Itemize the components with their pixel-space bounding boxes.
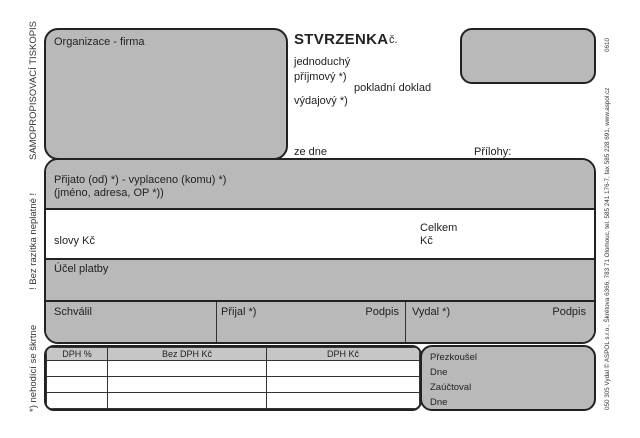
organization-box[interactable]	[44, 28, 288, 160]
vat-cell[interactable]	[47, 393, 108, 409]
type-expense: výdajový *)	[294, 95, 348, 107]
vat-rate-header: DPH %	[47, 348, 108, 361]
type-cash-document: pokladní doklad	[354, 82, 432, 94]
posted-date-label: Dne	[430, 397, 448, 408]
posted-by-label: Zaúčtoval	[430, 382, 472, 393]
type-simple: jednoduchý	[294, 56, 351, 68]
receipt-number-label: č.	[389, 34, 398, 46]
vat-cell[interactable]	[47, 361, 108, 377]
side-text-middle: ! Bez razítka neplatné !	[28, 192, 39, 290]
amount-words-label: slovy Kč	[54, 235, 95, 247]
purpose-section[interactable]	[46, 260, 594, 302]
signature-section	[46, 302, 594, 344]
issued-cell[interactable]	[406, 302, 594, 344]
vat-row	[47, 361, 420, 377]
receipt-number-box[interactable]	[460, 28, 596, 84]
publisher-imprint: 050 305 Vydal © ASPOL s.r.o., Škrétova 6366, 783 71 Olomouc, tel. 585 241 176-7, fax 585 228 691, www.aspol.cz	[604, 87, 611, 410]
purpose-label: Účel platby	[54, 263, 109, 275]
side-text-top: SAMOPROPISOVACÍ TISKOPIS	[28, 20, 39, 160]
side-text-bottom: *) nehodící se škrtne	[28, 324, 39, 412]
date-label: ze dne	[294, 146, 328, 158]
review-box[interactable]	[420, 345, 596, 411]
checked-by-label: Přezkoušel	[430, 352, 477, 363]
vat-cell[interactable]	[267, 377, 420, 393]
type-income: příjmový *)	[294, 71, 347, 83]
vat-cell[interactable]	[108, 393, 267, 409]
approved-cell[interactable]	[46, 302, 217, 344]
vat-table	[46, 347, 420, 409]
attachments-label: Přílohy:	[474, 146, 512, 158]
checked-date-label: Dne	[430, 367, 448, 378]
total-currency: Kč	[420, 235, 433, 247]
main-form	[44, 158, 596, 344]
receipt-title: STVRZENKA	[294, 31, 389, 48]
issued-label: Vydal *)	[412, 306, 451, 318]
vat-cell[interactable]	[47, 377, 108, 393]
received-label: Přijal *)	[221, 306, 257, 318]
party-section[interactable]	[46, 160, 594, 210]
approved-label: Schválil	[54, 306, 92, 318]
vat-table-box	[44, 345, 422, 411]
organization-label: Organizace - firma	[54, 36, 145, 48]
net-amount-header: Bez DPH Kč	[108, 348, 267, 361]
vat-row	[47, 377, 420, 393]
amount-section[interactable]	[46, 210, 594, 260]
total-label: Celkem	[420, 222, 458, 234]
received-signature-label: Podpis	[365, 306, 399, 318]
vat-row	[47, 393, 420, 409]
vat-amount-header: DPH Kč	[267, 348, 420, 361]
vat-cell[interactable]	[108, 361, 267, 377]
party-label: Přijato (od) *) - vyplaceno (komu) *)	[54, 174, 227, 186]
vat-cell[interactable]	[267, 393, 420, 409]
vat-cell[interactable]	[267, 361, 420, 377]
received-cell[interactable]	[217, 302, 406, 344]
form-code: 0610	[604, 37, 611, 52]
party-sublabel: (jméno, adresa, OP *))	[54, 187, 164, 199]
issued-signature-label: Podpis	[552, 306, 586, 318]
vat-cell[interactable]	[108, 377, 267, 393]
